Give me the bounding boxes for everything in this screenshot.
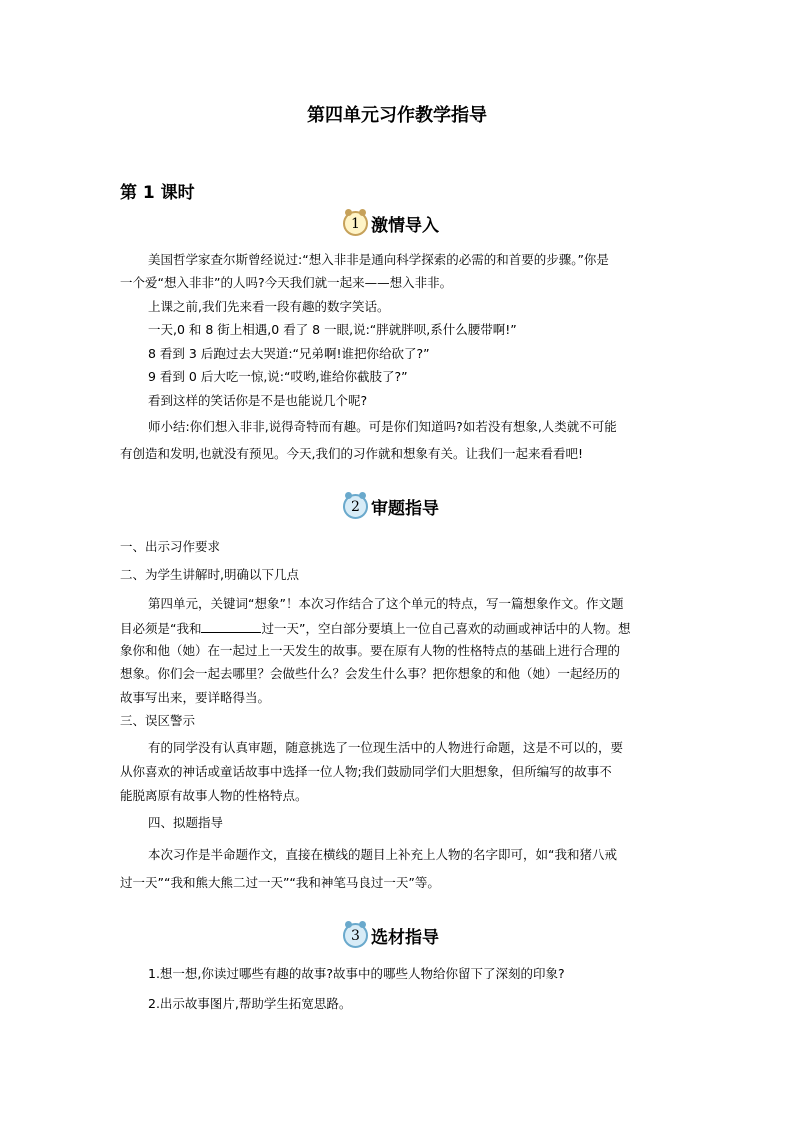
section-title: 审题指导: [371, 499, 439, 519]
paragraph-line: 第四单元，关键词“想象”！本次习作结合了这个单元的特点，写一篇想象作文。作文题: [148, 596, 624, 611]
paragraph-text: 过一天”，空白部分要填上一位自己喜欢的动画或神话中的人物。想: [261, 621, 631, 636]
section-heading-2: [343, 494, 439, 519]
subheading: 三、误区警示: [120, 713, 196, 728]
paragraph-line: 过一天”“我和熊大熊二过一天”“我和神笔马良过一天”等。: [120, 875, 440, 890]
paragraph-line: 有的同学没有认真审题，随意挑选了一位现生活中的人物进行命题，这是不可以的，要: [148, 740, 624, 755]
number-badge-icon: 3: [343, 923, 368, 948]
paragraph-line: 一个爱“想入非非”的人吗?今天我们就一起来——想入非非。: [120, 275, 453, 290]
paragraph-line: 本次习作是半命题作文，直接在横线的题目上补充上人物的名字即可，如“我和猪八戒: [148, 847, 617, 862]
section-heading-3: [343, 923, 439, 948]
subheading: 二、为学生讲解时,明确以下几点: [120, 567, 299, 582]
paragraph-line: 上课之前,我们先来看一段有趣的数字笑话。: [148, 299, 390, 314]
paragraph-line: 8 看到 3 后跑过去大哭道:“兄弟啊!谁把你给砍了?”: [148, 346, 430, 361]
subheading: 一、出示习作要求: [120, 539, 221, 554]
paragraph-line: 故事写出来，要详略得当。: [120, 690, 271, 705]
lesson-heading: 第 1 课时: [120, 183, 195, 203]
section-heading-1: [343, 211, 439, 236]
paragraph-line: 师小结:你们想入非非,说得奇特而有趣。可是你们知道吗?如若没有想象,人类就不可能: [148, 419, 617, 434]
paragraph-text: 目必须是“我和: [120, 621, 202, 636]
paragraph-line: 从你喜欢的神话或童话故事中选择一位人物;我们鼓励同学们大胆想象，但所编写的故事不: [120, 764, 612, 779]
paragraph-line: 美国哲学家查尔斯曾经说过:“想入非非是通向科学探索的必需的和首要的步骤。”你是: [148, 252, 609, 267]
paragraph-line: 9 看到 0 后大吃一惊,说:“哎哟,谁给你截肢了?”: [148, 369, 408, 384]
subheading: 四、拟题指导: [148, 815, 224, 830]
document-title: 第四单元习作教学指导: [307, 105, 487, 126]
paragraph-line: 想象。你们会一起去哪里？会做些什么？会发生什么事？把你想象的和他（她）一起经历的: [120, 666, 621, 681]
paragraph-line: 有创造和发明,也就没有预见。今天,我们的习作就和想象有关。让我们一起来看看吧!: [120, 446, 583, 461]
paragraph-line: [120, 620, 630, 637]
section-title: 激情导入: [371, 216, 439, 236]
number-badge-icon: 1: [343, 211, 368, 236]
paragraph-line: 能脱离原有故事人物的性格特点。: [120, 788, 308, 803]
paragraph-line: 象你和他（她）在一起过上一天发生的故事。要在原有人物的性格特点的基础上进行合理的: [120, 643, 621, 658]
list-item: 2.出示故事图片,帮助学生拓宽思路。: [148, 996, 352, 1011]
fill-in-blank: [201, 620, 261, 633]
paragraph-line: 一天,0 和 8 街上相遇,0 看了 8 一眼,说:“胖就胖呗,系什么腰带啊!”: [148, 322, 517, 337]
paragraph-line: 看到这样的笑话你是不是也能说几个呢?: [148, 393, 368, 408]
list-item: 1.想一想,你读过哪些有趣的故事?故事中的哪些人物给你留下了深刻的印象?: [148, 966, 565, 981]
section-title: 选材指导: [371, 928, 439, 948]
number-badge-icon: 2: [343, 494, 368, 519]
